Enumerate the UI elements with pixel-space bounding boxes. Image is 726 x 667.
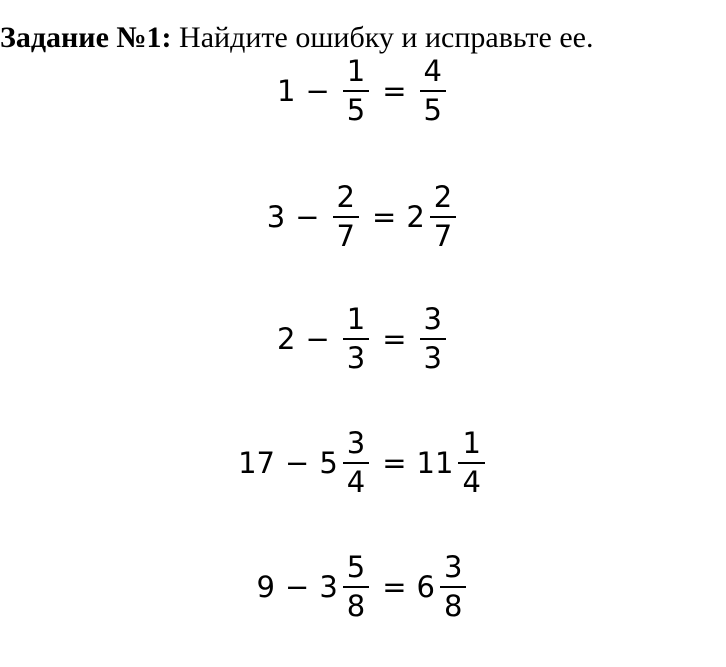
- result-whole-part: 2: [406, 200, 425, 235]
- minus-sign: −: [305, 74, 330, 109]
- subtrahend-fraction: [343, 552, 369, 623]
- result-whole-part: 6: [416, 570, 435, 605]
- equation-1: [0, 56, 726, 127]
- result-fraction: [458, 428, 484, 499]
- result-fraction: [420, 56, 446, 127]
- fraction-denominator: 4: [346, 465, 366, 500]
- minuend: 9: [256, 570, 275, 605]
- fraction-numerator: 4: [423, 54, 442, 88]
- fraction-denominator: 8: [443, 589, 463, 624]
- equation-row: [277, 56, 449, 127]
- fraction-denominator: 4: [462, 465, 481, 500]
- fraction-numerator: 1: [346, 54, 366, 88]
- minuend: 2: [277, 322, 296, 357]
- fraction-numerator: 1: [346, 302, 366, 336]
- minuend: 3: [266, 200, 286, 235]
- fraction-denominator: 7: [433, 219, 453, 254]
- fraction-numerator: 3: [443, 550, 463, 584]
- equation-5: [0, 552, 726, 623]
- minuend: 1: [277, 74, 296, 109]
- equation-2: [0, 182, 726, 253]
- equation-4: [0, 428, 726, 499]
- subtrahend-whole-part: 5: [319, 446, 338, 481]
- equation-row: [257, 552, 470, 623]
- minuend: 17: [238, 446, 275, 481]
- subtrahend-fraction: [343, 56, 369, 127]
- fraction-denominator: 5: [346, 93, 366, 128]
- fraction-numerator: 5: [346, 550, 366, 584]
- subtrahend-fraction: [343, 304, 369, 375]
- result-whole-part: 11: [416, 446, 454, 481]
- subtrahend-whole-part: 3: [319, 570, 338, 605]
- fraction-denominator: 3: [346, 341, 366, 376]
- task-label: Задание №1:: [0, 21, 172, 54]
- minus-sign: −: [295, 200, 320, 235]
- fraction-denominator: 7: [336, 219, 355, 254]
- equals-sign: =: [382, 570, 407, 605]
- result-fraction: [440, 552, 466, 623]
- equation-3: [0, 304, 726, 375]
- minus-sign: −: [285, 446, 310, 481]
- minus-sign: −: [285, 570, 310, 605]
- fraction-denominator: 3: [423, 341, 442, 376]
- fraction-denominator: 5: [423, 93, 442, 128]
- task-text: Найдите ошибку и исправьте ее.: [179, 21, 594, 54]
- equals-sign: =: [382, 322, 407, 357]
- equation-row: [277, 304, 449, 375]
- task-heading: [0, 18, 593, 58]
- subtrahend-fraction: [333, 182, 359, 253]
- minus-sign: −: [305, 322, 330, 357]
- equals-sign: =: [382, 74, 407, 109]
- fraction-numerator: 2: [433, 180, 453, 214]
- result-fraction: [420, 304, 446, 375]
- equals-sign: =: [382, 446, 407, 481]
- fraction-numerator: 3: [423, 302, 442, 336]
- equation-row: [238, 428, 488, 499]
- equals-sign: =: [372, 200, 397, 235]
- equation-row: [267, 182, 459, 253]
- fraction-denominator: 8: [346, 589, 366, 624]
- subtrahend-fraction: [343, 428, 369, 499]
- fraction-numerator: 3: [346, 426, 366, 460]
- result-fraction: [430, 182, 456, 253]
- fraction-numerator: 2: [336, 180, 355, 214]
- fraction-numerator: 1: [462, 426, 481, 460]
